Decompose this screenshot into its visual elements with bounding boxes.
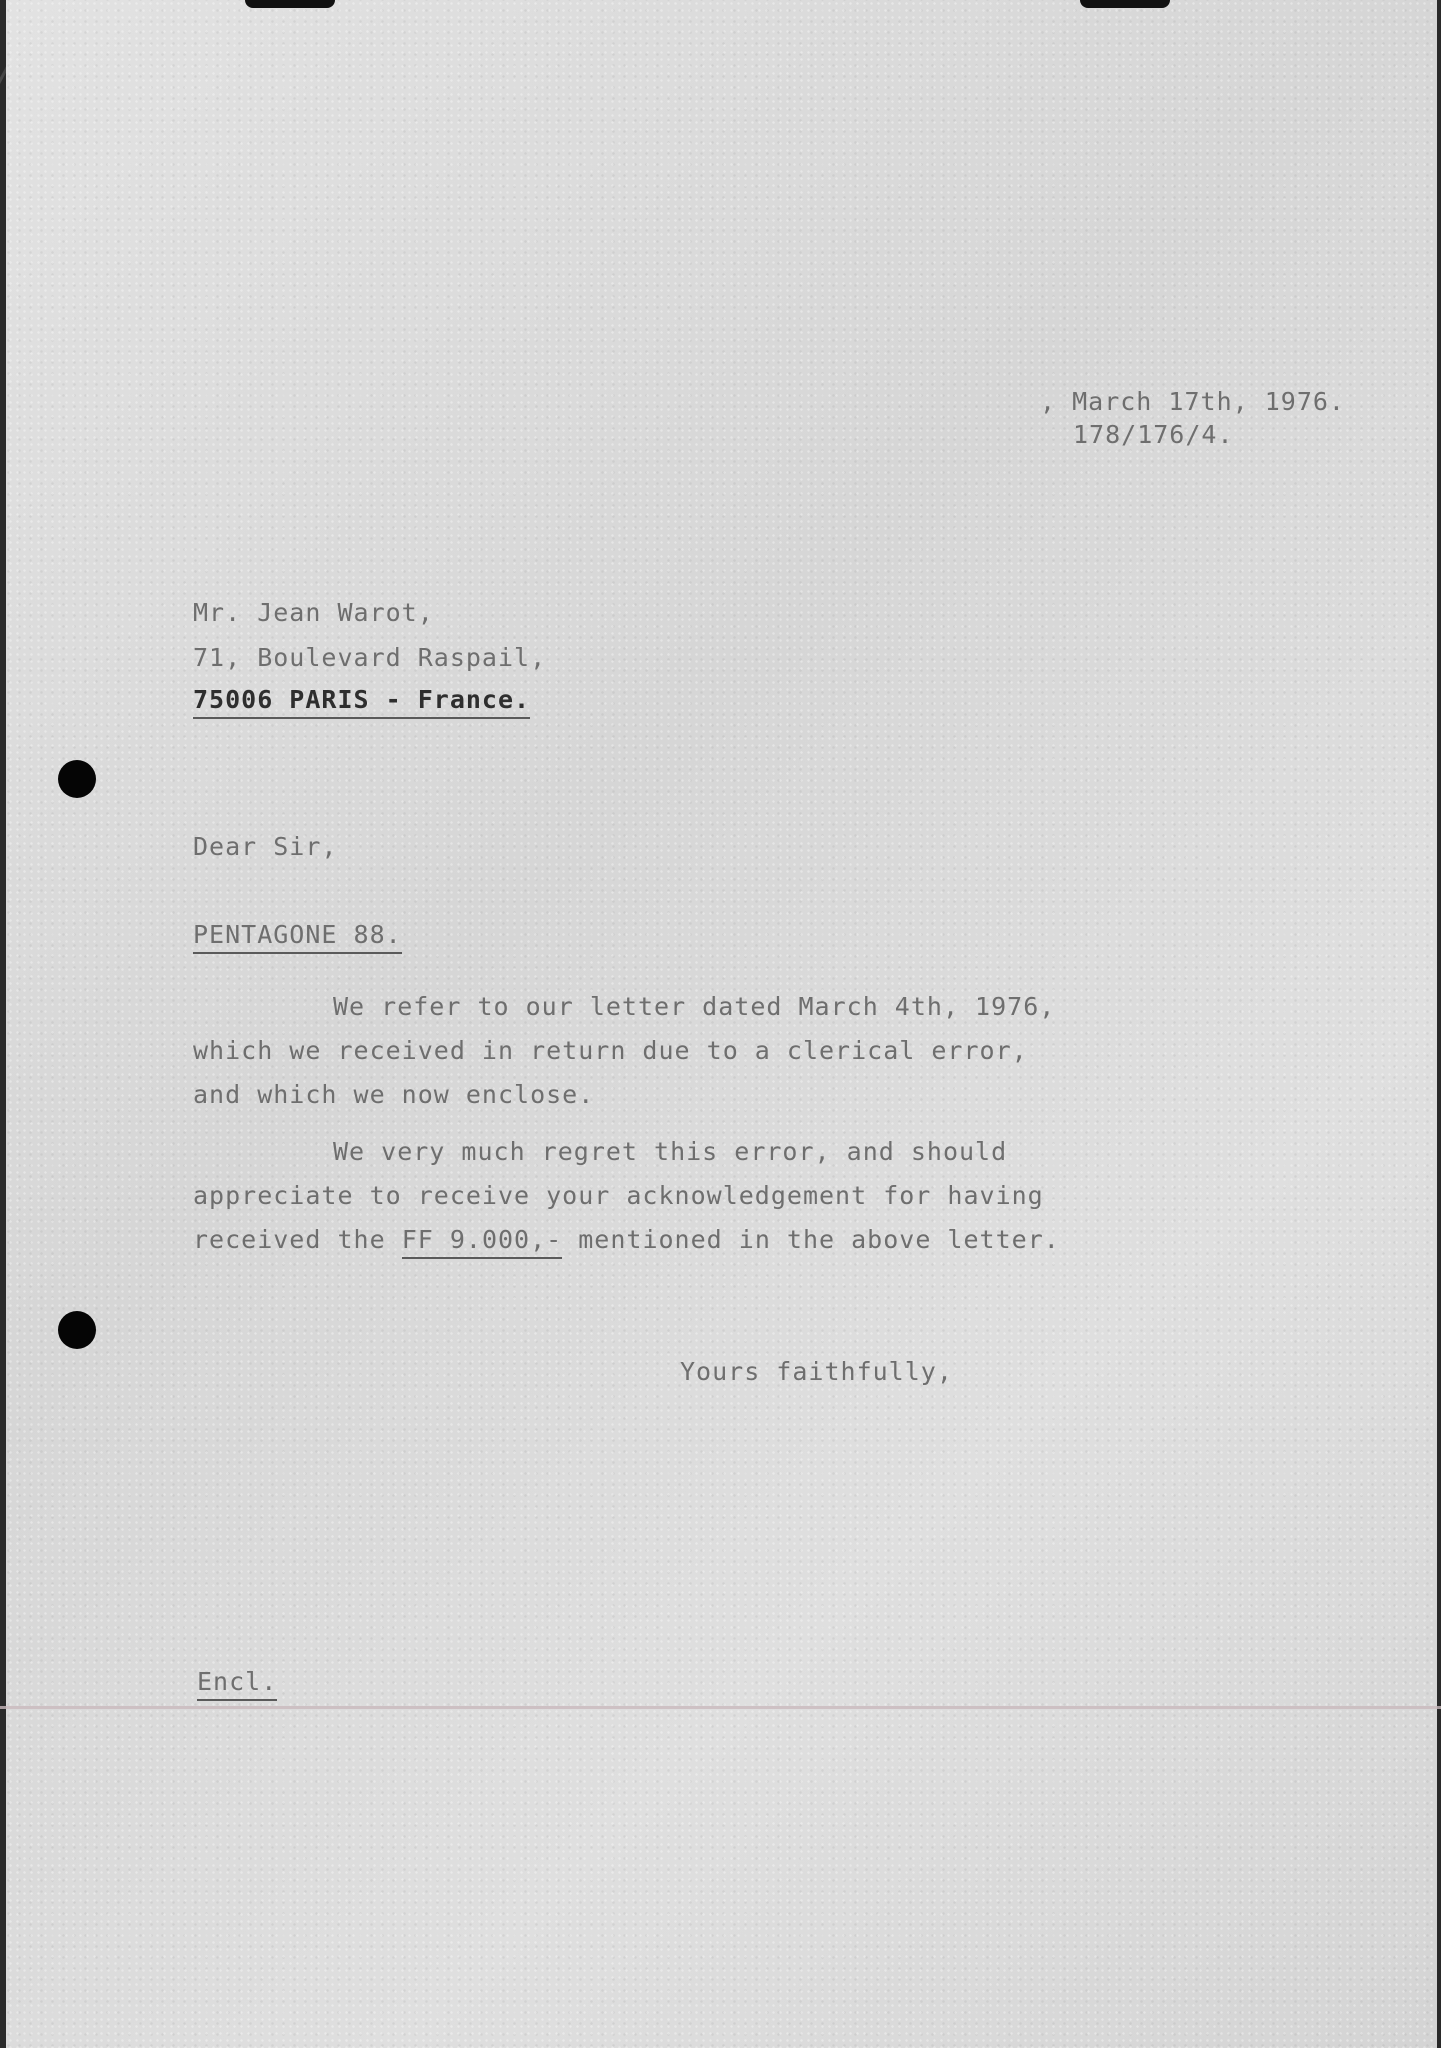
body-paragraph-2-line-3-end: mentioned in the above letter. (562, 1225, 1060, 1254)
body-paragraph-1-line-2: which we received in return due to a clerical error, (193, 1036, 1028, 1065)
recipient-city (193, 685, 530, 715)
recipient-city-text: 75006 PARIS - France. (193, 685, 530, 719)
body-paragraph-2-line-3-start: received the (193, 1225, 386, 1254)
scan-edge-right (1437, 0, 1441, 2048)
body-paragraph-2-line-3 (193, 1225, 1060, 1255)
closing: Yours faithfully, (680, 1357, 953, 1386)
enclosure-line (197, 1667, 277, 1697)
body-paragraph-2-line-1: We very much regret this error, and should (333, 1137, 1008, 1166)
recipient-street: 71, Boulevard Raspail, (193, 643, 547, 672)
body-paragraph-1-line-1: We refer to our letter dated March 4th, 1976, (333, 992, 1056, 1021)
enclosure-text: Encl. (197, 1667, 277, 1701)
subject-line (193, 920, 402, 950)
subject-text: PENTAGONE 88. (193, 920, 402, 954)
salutation: Dear Sir, (193, 832, 338, 861)
body-paragraph-2-line-2: appreciate to receive your acknowledgement for having (193, 1181, 1044, 1210)
body-paragraph-1-line-3: and which we now enclose. (193, 1080, 595, 1109)
letter-reference: 178/176/4. (1073, 420, 1234, 449)
punch-hole-bottom (58, 1311, 96, 1349)
recipient-name: Mr. Jean Warot, (193, 598, 434, 627)
amount-text: FF 9.000,- (402, 1225, 563, 1259)
top-notch-right (1080, 0, 1170, 8)
letter-date: , March 17th, 1976. (1040, 387, 1345, 416)
fold-line (0, 1706, 1441, 1709)
punch-hole-top (58, 760, 96, 798)
scan-edge-left (0, 0, 6, 2048)
top-notch-left (245, 0, 335, 8)
